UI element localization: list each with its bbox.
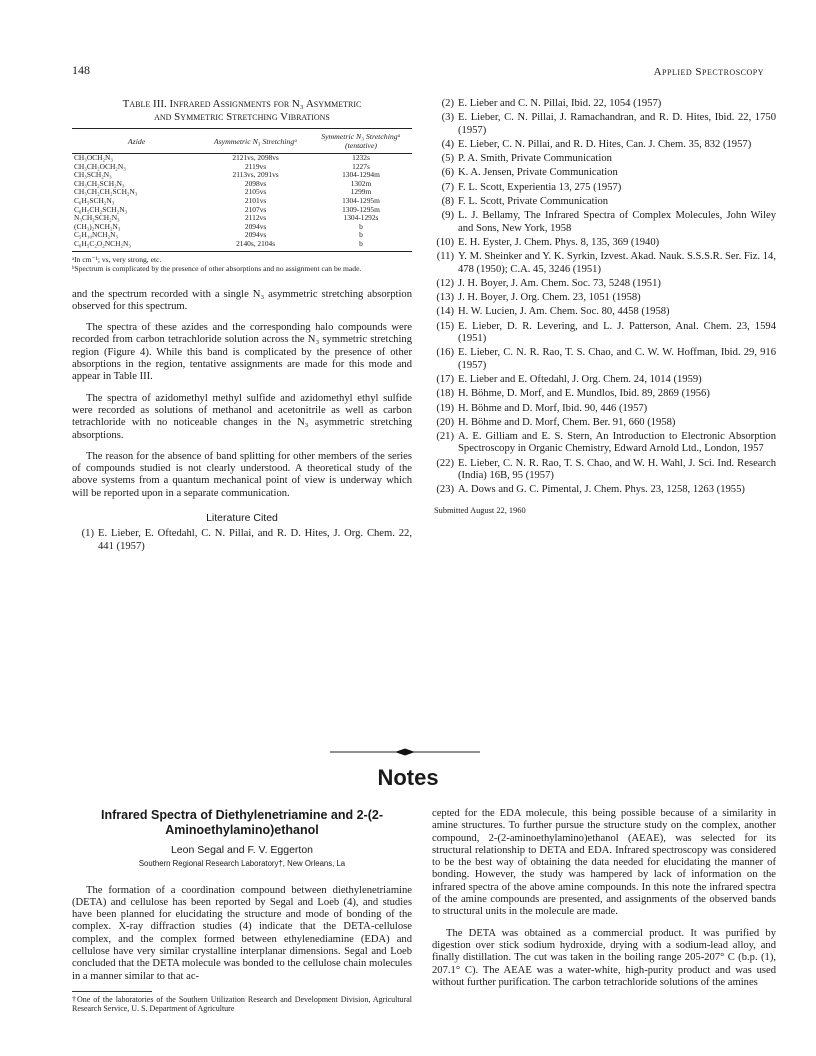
paragraph: The spectra of azidomethyl methyl sulfide and azidomethyl ethyl sulfide were recorded as solutions of methanol and acetonitrile as well as carbon tetrachloride with no noticeable changes in the N₃ asymmetric stretching absorptions. [72, 392, 412, 441]
reference-item [432, 403, 776, 415]
left-column [72, 98, 412, 555]
table-cell-asym: 2105vs [244, 187, 267, 197]
reference-number: (18) [436, 388, 454, 400]
reference-text: Y. M. Sheinker and Y. K. Syrkin, Izvest. Akad. Nauk. S.S.S.R. Ser. Fiz. 14, 478 (1950); C.A. 45, 3246 (1951) [458, 251, 776, 275]
paragraph: The spectra of these azides and the corresponding halo compounds were recorded from carbon tetrachloride solution across the N₃ symmetric stretching region (Figure 4). While this band is complicated by the presence of other absorptions in the region, tentative assignments are made for this mode and appear in Table III. [72, 322, 412, 383]
reference-text: E. H. Eyster, J. Chem. Phys. 8, 135, 369 (1940) [458, 236, 660, 248]
table-cell-azide: C₆H₅CH₂SCH₂N₃ [74, 204, 128, 214]
reference-item [432, 112, 776, 137]
reference-number: (9) [441, 210, 454, 222]
article-right-column [432, 808, 776, 989]
article-left-column [72, 808, 412, 1014]
table-cell-azide: C₆H₅C₂O₂NCH₂N₃ [72, 240, 201, 251]
reference-item [432, 251, 776, 276]
reference-item [432, 374, 776, 386]
reference-number: (13) [436, 292, 454, 304]
reference-item [432, 153, 776, 165]
article-affiliation: Southern Regional Research Laboratory†, New Orleans, La [138, 859, 346, 869]
reference-text: K. A. Jensen, Private Communication [458, 167, 618, 179]
paragraph: The DETA was obtained as a commercial product. It was purified by digestion over stick sodium hydroxide, drying with a sodium-lead alloy, and finally distillation. The cut was taken in the boiling range 205-207° C (b.p. (1), 207.1° C). The AEAE was a water-white, high-purity product and was used without further purification. The carbon tetrachloride solutions of the amines [432, 927, 776, 988]
reference-item [72, 528, 412, 553]
table-cell-azide: CH₃OCH₂N₃ [74, 153, 113, 162]
table-cell-sym: 1227s [352, 161, 370, 171]
table-cell-azide: (CH₃)₂NCH₂N₃ [74, 221, 121, 231]
article-authors: Leon Segal and F. V. Eggerton [170, 844, 314, 856]
reference-number: (21) [436, 431, 454, 443]
reference-number: (1) [81, 528, 94, 540]
reference-text: E. Lieber, D. R. Levering, and L. J. Patterson, Anal. Chem. 23, 1594 (1951) [458, 320, 776, 345]
reference-item [432, 321, 776, 346]
table-cell-azide: CH₃CH₂OCH₂N₃ [74, 161, 126, 171]
reference-number: (7) [441, 181, 454, 193]
reference-number: (4) [441, 138, 454, 150]
reference-text: E. Lieber and E. Oftedahl, J. Org. Chem. 24, 1014 (1959) [458, 373, 702, 385]
running-header: Applied Spectroscopy [653, 66, 764, 78]
paragraph: cepted for the EDA molecule, this being possible because of a similarity in amine structures. To further pursue the structure study on the complex, another compound, 2-(2-aminoethylamino)ethanol (AEAE), was selected for its structural relationship to DETA and EDA. Infrared spectroscopy was considered to be the best way of obtaining the data needed for elucidating the manner of bonding. However, the study was hampered by lack of information on the infrared spectra of the above amine compounds. In this note the infrared spectra of the amine compounds are presented, and assignments of the observed bands to structural units in the molecule are made. [432, 808, 776, 918]
reference-number: (3) [441, 112, 454, 124]
table-cell-sym: 1304-1292s [343, 213, 379, 223]
reference-text: E. Lieber, C. N. R. Rao, T. S. Chao, and C. W. W. Hoffman, Ibid. 29, 916 (1957) [458, 347, 776, 371]
literature-cited-heading: Literature Cited [206, 511, 278, 524]
paragraph: and the spectrum recorded with a single N₃ asymmetric stretching absorption observed for this spectrum. [72, 288, 412, 312]
paragraph: The formation of a coordination compound between diethylenetriamine (DETA) and cellulose has been reported by Segal and Loeb (4), and studies have been planned for elucidating the structure and mode of bonding of the complex. X-ray diffraction studies (4) indicate that the DETA-cellulose complex, and the complex formed between ethylenediamine (EDA) and cellulose have very similar crystalline interplanar dimensions. Segal and Loeb concluded that the DETA molecule was bonded to the cellulose chain molecules in a manner similar to that ac- [72, 884, 412, 982]
table-cell-asym: 2101vs [244, 195, 267, 205]
reference-number: (17) [436, 373, 454, 385]
table-cell-sym: 1309-1295m [342, 204, 380, 214]
reference-text: L. J. Bellamy, The Infrared Spectra of Complex Molecules, John Wiley and Sons, New York, 1958 [458, 210, 776, 234]
reference-item [432, 458, 776, 483]
reference-number: (15) [436, 320, 454, 332]
reference-item [432, 98, 776, 110]
table-cell-azide: C₆H₅SCH₂N₃ [74, 195, 115, 205]
right-column [432, 98, 776, 517]
reference-text: F. L. Scott, Private Communication [458, 196, 609, 208]
section-divider [330, 747, 480, 757]
article-footnote: †One of the laboratories of the Southern Utilization Research and Development Division, Agricultural Research Service, U. S. Department of Agriculture [72, 994, 412, 1014]
reference-number: (8) [441, 196, 454, 208]
reference-item [432, 278, 776, 290]
table-cell-azide: CH₃SCH₂N₃ [74, 170, 112, 180]
reference-number: (22) [436, 457, 454, 469]
reference-item [432, 139, 776, 151]
reference-number: (5) [441, 153, 454, 165]
reference-item [432, 210, 776, 235]
reference-list-left [72, 528, 412, 553]
col-header-azide: Azide [72, 129, 201, 154]
reference-text: A. E. Gilliam and E. S. Stern, An Introduction to Electronic Absorption Spectroscopy in Organic Chemistry, Edward Arnold Ltd., London, 1957 [458, 431, 776, 455]
reference-list-right [432, 98, 776, 497]
table-cell-asym: 2140s, 2104s [201, 240, 310, 251]
reference-text: A. Dows and G. C. Pimental, J. Chem. Phys. 23, 1258, 1263 (1955) [458, 484, 745, 496]
table-cell-sym: 1302m [350, 178, 372, 188]
table-cell-asym: 2094vs [244, 221, 267, 231]
reference-text: H. Böhme, D. Morf, and E. Mundlos, Ibid. 89, 2869 (1956) [458, 388, 710, 400]
reference-text: E. Lieber and C. N. Pillai, Ibid. 22, 1054 (1957) [458, 98, 662, 109]
table-cell-asym: 2112vs [245, 213, 267, 223]
reference-text: E. Lieber, C. N. Pillai, J. Ramachandran, and R. D. Hites, Ibid. 22, 1750 (1957) [458, 112, 776, 136]
reference-number: (12) [436, 277, 454, 289]
col-header-symmetric: Symmetric N₃ Stretchingᵃ (tentative) [310, 129, 412, 154]
table-cell-sym: 1299m [350, 187, 372, 197]
reference-text: E. Lieber, C. N. R. Rao, T. S. Chao, and W. H. Wahl, J. Sci. Ind. Research (India) 16B, 95 (1957) [458, 457, 776, 482]
reference-item [432, 431, 776, 456]
table-caption-line-2: and Symmetric Stretching Vibrations [154, 111, 330, 123]
table-cell-asym: 2098vs [244, 178, 267, 188]
reference-text: H. Böhme and D. Morf, Ibid. 90, 446 (1957) [458, 402, 648, 414]
page-number: 148 [72, 63, 90, 77]
table-cell-sym: 1232s [352, 153, 370, 162]
footnote-rule [72, 991, 152, 992]
reference-text: J. H. Boyer, J. Org. Chem. 23, 1051 (1958) [458, 292, 641, 304]
reference-number: (20) [436, 416, 454, 428]
reference-number: (2) [441, 98, 454, 109]
table-cell-asym: 2121vs, 2098vs [232, 153, 279, 162]
reference-item [432, 292, 776, 304]
table-cell-sym: b [310, 240, 412, 251]
table-footnote-a: ᵃIn cm⁻¹; vs, very strong, etc. [72, 254, 162, 264]
reference-number: (16) [436, 347, 454, 359]
table-cell-azide: C₅H₁₀NCH₂N₃ [74, 230, 119, 240]
reference-text: E. Lieber, E. Oftedahl, C. N. Pillai, and R. D. Hites, J. Org. Chem. 22, 441 (1957) [98, 528, 412, 552]
table-row [72, 240, 412, 251]
reference-text: F. L. Scott, Experientia 13, 275 (1957) [458, 181, 622, 193]
reference-number: (23) [436, 484, 454, 496]
table-cell-azide: CH₃CH₂SCH₂N₃ [74, 178, 125, 188]
table-cell-asym: 2094vs [244, 230, 267, 240]
reference-number: (11) [436, 251, 454, 263]
submitted-date: Submitted August 22, 1960 [434, 505, 526, 515]
reference-item [432, 306, 776, 318]
reference-number: (6) [441, 167, 454, 179]
reference-text: P. A. Smith, Private Communication [458, 153, 612, 165]
col-header-asymmetric: Asymmetric N₃ Stretchingᵃ [201, 129, 310, 154]
table-cell-asym: 2107vs [244, 204, 267, 214]
reference-number: (19) [436, 402, 454, 414]
reference-number: (14) [436, 306, 454, 318]
table-cell-azide: CH₃CH₂CH₂SCH₂N₃ [74, 187, 138, 197]
table-cell-sym: b [359, 221, 363, 231]
table-cell-sym: 1304-1295m [342, 195, 380, 205]
reference-item [432, 417, 776, 429]
reference-item [432, 182, 776, 194]
table-cell-azide: N₃CH₂SCH₂N₃ [74, 213, 120, 223]
reference-item [432, 388, 776, 400]
reference-text: H. W. Lucien, J. Am. Chem. Soc. 80, 4458 (1958) [458, 306, 670, 318]
table-footnote-b: ᵇSpectrum is complicated by the presence of other absorptions and no assignment can be made. [72, 263, 362, 273]
table-cell-sym: 1304-1294m [342, 170, 380, 180]
reference-item [432, 196, 776, 208]
reference-item [432, 484, 776, 496]
reference-item [432, 237, 776, 249]
table-cell-sym: b [359, 230, 363, 240]
table-cell-asym: 2119vs [245, 161, 267, 171]
reference-item [432, 347, 776, 372]
table-cell-asym: 2113vs, 2091vs [232, 170, 279, 180]
reference-number: (10) [436, 236, 454, 248]
reference-text: J. H. Boyer, J. Am. Chem. Soc. 73, 5248 (1951) [458, 277, 661, 289]
article-title: Infrared Spectra of Diethylenetriamine and 2-(2-Aminoethylamino)ethanol [100, 808, 383, 837]
ir-assignments-table [72, 128, 412, 252]
reference-text: H. Böhme and D. Morf, Chem. Ber. 91, 660 (1958) [458, 416, 676, 428]
reference-item [432, 167, 776, 179]
reference-text: E. Lieber, C. N. Pillai, and R. D. Hites, Can. J. Chem. 35, 832 (1957) [458, 138, 752, 150]
notes-heading: Notes [377, 765, 439, 790]
paragraph: The reason for the absence of band splitting for other members of the series of compounds studied is not clearly understood. A theoretical study of the above systems from a quantum mechanical point of view is underway which will be reported upon in a separate communication. [72, 450, 412, 499]
table-caption [72, 98, 412, 124]
table-caption-line-1: Table III. Infrared Assignments for N₃ Asymmetric [122, 98, 362, 110]
